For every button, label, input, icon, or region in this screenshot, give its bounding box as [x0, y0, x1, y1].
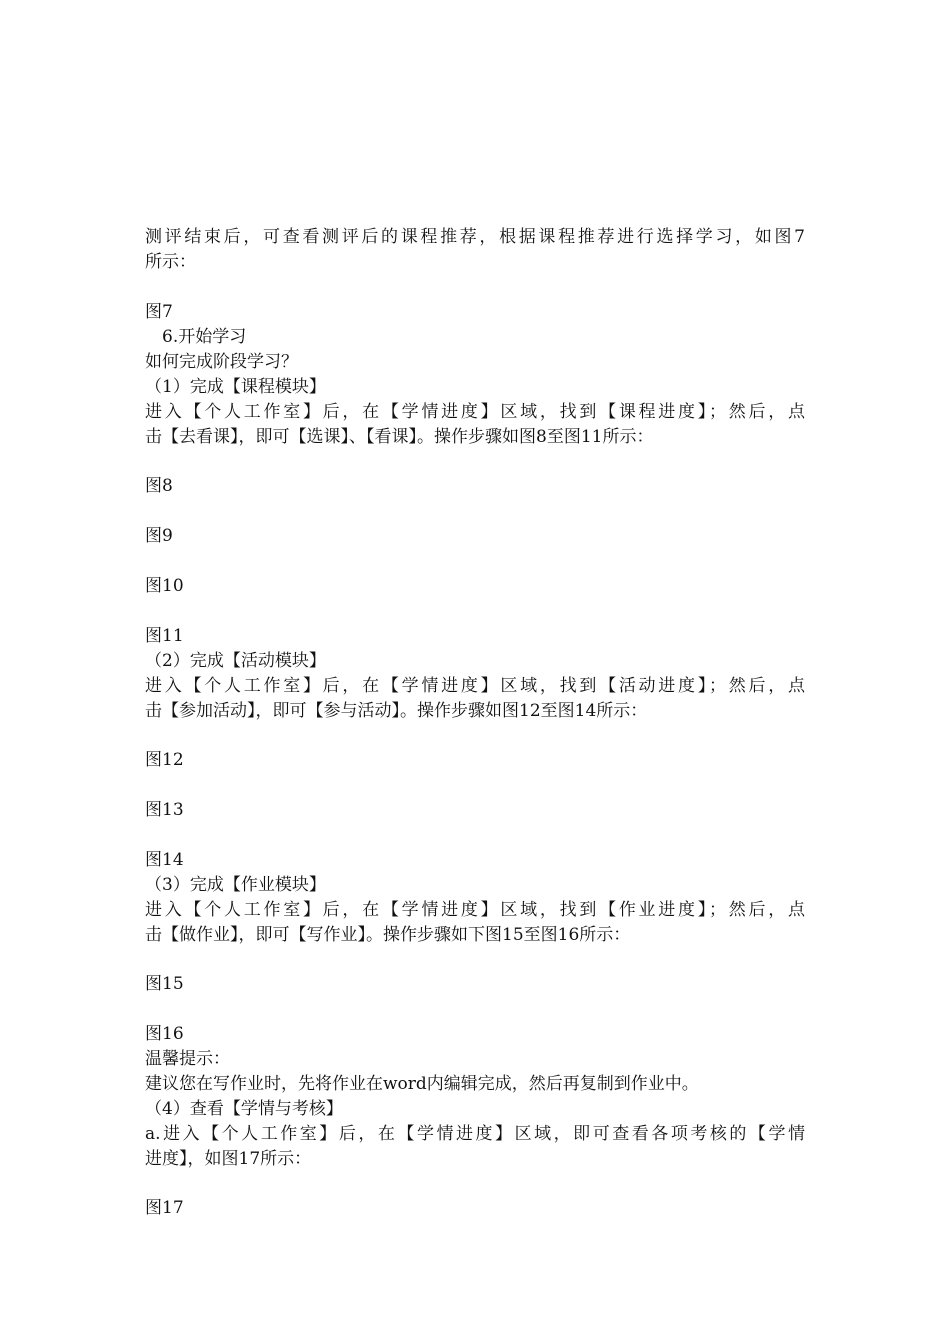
figure-caption: 图15 — [145, 974, 184, 994]
paragraph-line: 如何完成阶段学习？ — [145, 352, 298, 372]
paragraph-line: 进度】，如图17所示： — [145, 1149, 312, 1169]
tip-text: 建议您在写作业时，先将作业在word内编辑完成，然后再复制到作业中。 — [145, 1074, 699, 1094]
figure-caption: 图14 — [145, 850, 184, 870]
figure-caption: 图9 — [145, 526, 173, 546]
figure-caption: 图11 — [145, 626, 184, 646]
paragraph-line: 进入【个人工作室】后，在【学情进度】区域，找到【作业进度】；然后，点 — [145, 900, 805, 920]
figure-caption: 图13 — [145, 800, 184, 820]
figure-caption: 图7 — [145, 302, 173, 322]
figure-caption: 图8 — [145, 476, 173, 496]
figure-caption: 图10 — [145, 576, 184, 596]
subsection-heading: （1）完成【课程模块】 — [145, 377, 326, 397]
paragraph-line: 击【参加活动】，即可【参与活动】。操作步骤如图12至图14所示： — [145, 701, 648, 721]
subsection-heading: （2）完成【活动模块】 — [145, 651, 326, 671]
tip-heading: 温馨提示： — [145, 1049, 230, 1069]
figure-caption: 图16 — [145, 1024, 184, 1044]
paragraph-line: 进入【个人工作室】后，在【学情进度】区域，找到【活动进度】；然后，点 — [145, 676, 805, 696]
figure-caption: 图12 — [145, 750, 184, 770]
figure-caption: 图17 — [145, 1198, 184, 1218]
subsection-heading: （3）完成【作业模块】 — [145, 875, 326, 895]
paragraph-line: 击【做作业】，即可【写作业】。操作步骤如下图15至图16所示： — [145, 925, 631, 945]
subsection-heading: （4）查看【学情与考核】 — [145, 1099, 343, 1119]
paragraph-line: a.进入【个人工作室】后，在【学情进度】区域，即可查看各项考核的【学情 — [145, 1124, 805, 1144]
paragraph-line: 击【去看课】，即可【选课】、【看课】。操作步骤如图8至图11所示： — [145, 427, 654, 447]
paragraph-line: 测评结束后，可查看测评后的课程推荐，根据课程推荐进行选择学习，如图7 — [145, 227, 805, 247]
paragraph-line: 所示： — [145, 252, 196, 272]
section-heading: 6.开始学习 — [162, 327, 247, 347]
paragraph-line: 进入【个人工作室】后，在【学情进度】区域，找到【课程进度】；然后，点 — [145, 402, 805, 422]
